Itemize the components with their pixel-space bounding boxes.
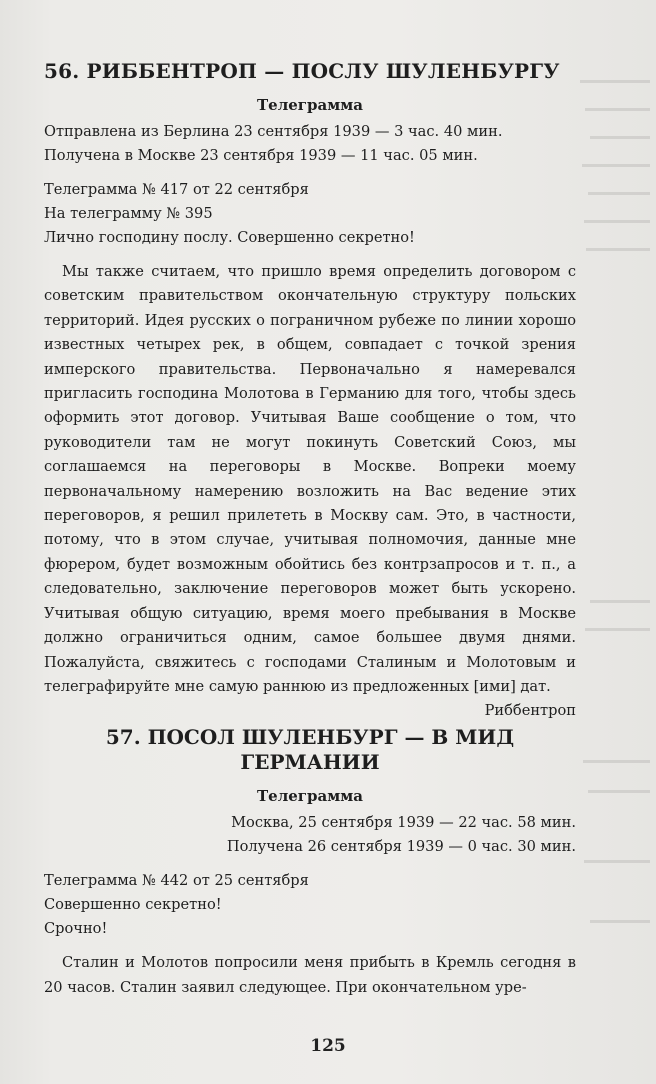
received-line: Получена 26 сентября 1939 — 0 час. 30 мин.	[226, 838, 576, 856]
page-number: 125	[310, 1036, 346, 1056]
document-57-body: Сталин и Молотов попросили меня прибыть в Кремль сегодня в 20 часов. Сталин заявил следующее. При окончательном уре-	[44, 954, 576, 996]
reference-line: Совершенно секретно!	[44, 896, 222, 914]
document-57-heading	[44, 725, 576, 775]
reference-line: На телеграмму № 395	[44, 205, 213, 222]
page-content	[44, 58, 576, 1000]
document-56-signature: Риббентроп	[484, 702, 576, 720]
document-56-subheading: Телеграмма	[256, 96, 363, 114]
reference-line: Телеграмма № 417 от 22 сентября	[44, 181, 309, 198]
reference-line: Лично господину послу. Совершенно секретно!	[44, 229, 415, 246]
document-57-reference	[44, 869, 576, 941]
sent-line: Москва, 25 сентября 1939 — 22 час. 58 мин.	[231, 814, 576, 832]
document-56-heading: 56. РИББЕНТРОП — ПОСЛУ ШУЛЕНБУРГУ	[44, 59, 560, 83]
document-56-body: Мы также считаем, что пришло время определить договором с советским правительством окончательную структуру польских территорий. Идея русских о пограничном рубеже по линии хорошо известных четырех рек, в общем, совпадает с точкой зрения имперского правительства. Первоначально я намеревался пригласить господина Молотова в Германию для того, чтобы здесь оформить этот договор. Учитывая Ваше сообщение о том, что руководители там не могут покинуть Советский Союз, мы соглашаемся на переговоры в Москве. Вопреки моему первоначальному намерению возложить на Вас ведение этих переговоров, я решил прилететь в Москву сам. Это, в частности, потому, что в этом случае, учитывая полномочия, данные мне фюрером, будет возможным обойтись без контрзапросов и т. п., а следовательно, заключение переговоров может быть ускорено. Учитывая общую ситуацию, время моего пребывания в Москве должно ограничиться одним, самое большее двумя днями. Пожалуйста, свяжитесь с господами Сталиным и Молотовым и телеграфируйте мне самую раннюю из предложенных [ими] дат.	[44, 263, 576, 695]
heading-line: ГЕРМАНИИ	[240, 750, 380, 775]
heading-line: 57. ПОСОЛ ШУЛЕНБУРГ — В МИД	[105, 725, 515, 750]
received-line: Получена в Москве 23 сентября 1939 — 11 час. 05 мин.	[44, 147, 478, 164]
sent-line: Отправлена из Берлина 23 сентября 1939 — 3 час. 40 мин.	[44, 123, 503, 140]
reference-line: Телеграмма № 442 от 25 сентября	[44, 872, 309, 890]
document-57-dispatch-info	[44, 811, 576, 859]
document-57-subheading: Телеграмма	[256, 787, 363, 806]
document-56-reference	[44, 178, 576, 250]
document-56-dispatch-info	[44, 120, 576, 168]
reference-line: Срочно!	[44, 920, 108, 938]
document-57	[44, 725, 576, 1000]
document-56	[44, 58, 576, 723]
